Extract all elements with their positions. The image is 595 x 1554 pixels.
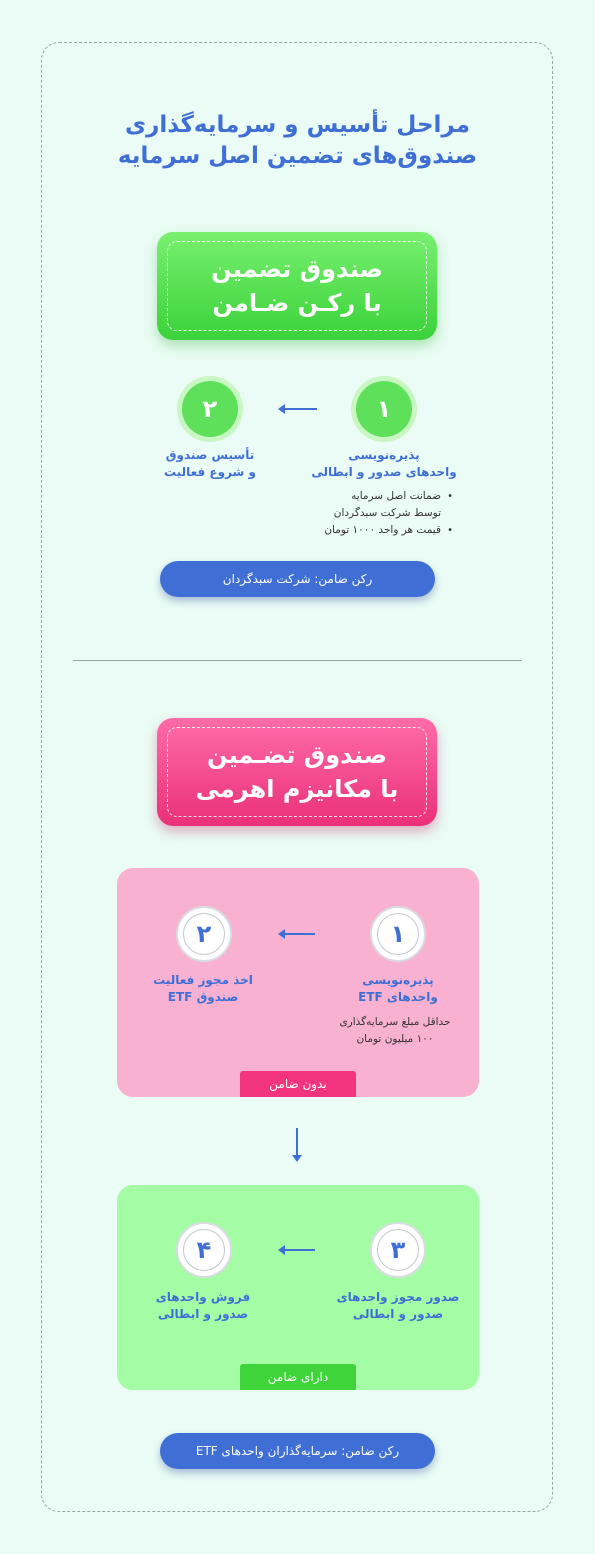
arrow-left-icon [282, 408, 317, 410]
status-badge-with-guarantor: دارای ضامن [240, 1364, 356, 1390]
page-title-line1: مراحل تأسیس و سرمایه‌گذاری [125, 112, 470, 138]
banner-leverage-fund [157, 718, 437, 826]
step-1-label-line1: پذیره‌نویسی [348, 448, 420, 462]
banner-title-line2: با رکـن ضـامن [212, 289, 382, 317]
step-3-label-line2: صدور و ابطالی [352, 1307, 444, 1321]
step-2-label-line2: و شروع فعالیت [164, 465, 256, 479]
step-1-circle: ۱ [370, 906, 426, 962]
step-2-circle: ۲ [176, 906, 232, 962]
step-4-label [128, 1289, 278, 1323]
step-1-label [323, 972, 473, 1006]
note-item: توسط شرکت سبدگردان [333, 507, 441, 519]
step-4-label-line1: فروش واحدهای [155, 1290, 251, 1304]
step-2-label [135, 447, 285, 481]
step-1-label [309, 447, 459, 481]
note-item: • ضمانت اصل سرمایه [320, 488, 441, 505]
banner-title-line1: صندوق تضمین [211, 255, 383, 283]
guarantor-pill: رکن ضامن: شرکت سبدگردان [160, 561, 435, 597]
status-badge-no-guarantor: بدون ضامن [240, 1071, 356, 1097]
arrow-down-icon [296, 1128, 298, 1158]
note-item: • قیمت هر واحد ۱۰۰۰ تومان [320, 522, 441, 539]
phase-2-box [117, 1185, 479, 1390]
banner-title-line2: با مکانیزم اهرمی [195, 775, 399, 803]
step-1-label-line1: پذیره‌نویسی [362, 973, 434, 987]
step-2-label-line2: صندوق ETF [167, 990, 239, 1004]
note-item: ۱۰۰ میلیون تومان [356, 1033, 434, 1045]
section-divider [73, 660, 522, 661]
banner-guarantor-fund [157, 232, 437, 340]
step-1-notes [320, 488, 455, 539]
step-3-circle: ۳ [370, 1222, 426, 1278]
guarantor-pill: رکن ضامن: سرمایه‌گذاران واحدهای ETF [160, 1433, 435, 1469]
step-2-circle: ۲ [182, 381, 238, 437]
banner-title-line1: صندوق تضـمین [207, 741, 387, 769]
step-3-label [323, 1289, 473, 1323]
step-2-label-line1: اخذ مجوز فعالیت [153, 973, 253, 987]
step-4-label-line2: صدور و ابطالی [157, 1307, 249, 1321]
step-1-circle: ۱ [356, 381, 412, 437]
page-title-line2: صندوق‌های تضمین اصل سرمایه [117, 143, 478, 169]
arrow-left-icon [282, 1249, 315, 1251]
step-4-circle: ۴ [176, 1222, 232, 1278]
step-2-label-line1: تأسیس صندوق [165, 448, 255, 462]
step-1-label-line2: واحدهای صدور و ابطالی [311, 465, 457, 479]
arrow-left-icon [282, 933, 315, 935]
note-item: حداقل مبلغ سرمایه‌گذاری [339, 1016, 451, 1028]
step-1-notes [330, 1014, 460, 1048]
step-2-label [128, 972, 278, 1006]
step-1-label-line2: واحدهای ETF [358, 990, 438, 1004]
step-3-label-line1: صدور مجوز واحدهای [336, 1290, 460, 1304]
